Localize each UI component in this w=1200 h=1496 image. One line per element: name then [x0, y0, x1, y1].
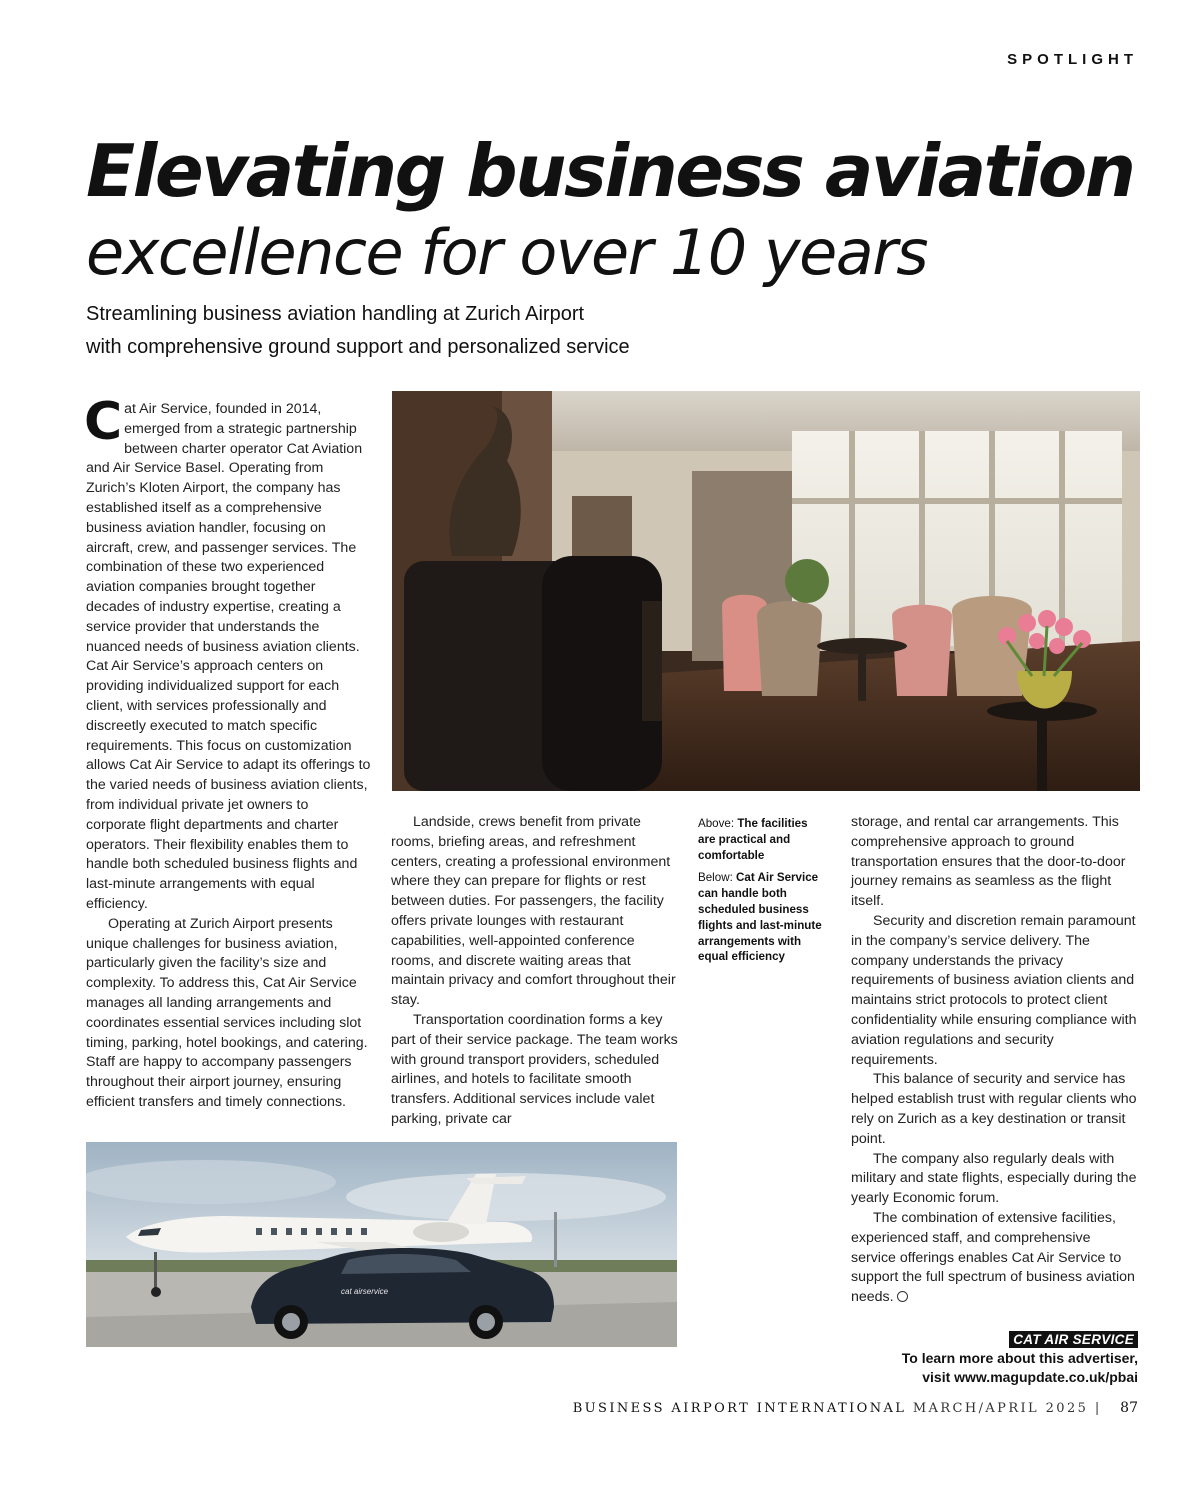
body-text: at Air Service, founded in 2014, emerged from a strategic partnership between charter operator Cat Aviation and Air Service Basel. Operating from Zurich’s Kloten Airport, the company has established itself as a comprehensive business aviation handler, focusing on aircraft, crew, and passenger services. The combination of these two experienced aviation companies brought together decades of industry expertise, creating a service provider that understands the nuanced needs of business aviation clients. Cat Air Service’s approach centers on providing individualized support for each client, with services professionally and discreetly executed to match specific requirements. This focus on customization allows Cat Air Service to adapt its offerings to the varied needs of business aviation clients, from individual private jet owners to corporate flight departments and charter operators. Their flexibility enables them to handle both scheduled business flights and last-minute arrangements with equal efficiency.: [86, 401, 371, 912]
lounge-photo: [392, 391, 1140, 791]
body-text: The combination of extensive facilities, experienced staff, and comprehensive service offerings enables Cat Air Service to support the full spectrum of business aviation needs.: [851, 1209, 1135, 1306]
footer-publication: BUSINESS AIRPORT INTERNATIONAL: [572, 1401, 907, 1416]
body-column-1: [84, 392, 372, 1113]
caption-above-label: Above:: [698, 817, 735, 830]
caption-below-text: Cat Air Service can handle both scheduled business flights and last-minute arrangements with equal efficiency: [698, 871, 822, 964]
advertiser-tag: CAT AIR SERVICE: [1009, 1331, 1138, 1348]
standfirst-line-1: Streamlining business aviation handling at Zurich Airport: [86, 303, 585, 325]
page-number: 87: [1120, 1400, 1138, 1416]
caption-above-text: The facilities are practical and comfortable: [698, 817, 808, 862]
body-paragraph: Security and discretion remain paramount in the company’s service delivery. The company understands the privacy requirements of business aviation clients and maintains strict protocols to protect client confidentiality while ensuring compliance with aviation regulations and security requirements.: [851, 912, 1137, 1068]
body-paragraph: Operating at Zurich Airport presents unique challenges for business aviation, particularly given the facility’s size and complexity. To address this, Cat Air Service manages all landing arrangements and coordinates essential services including slot timing, parking, hotel bookings, and catering. Staff are happy to accompany passengers throughout their airport journey, ensuring efficient transfers and timely connections.: [86, 915, 368, 1110]
headline: Elevating business aviation: [86, 129, 1134, 213]
jet-and-car-illustration: [86, 1142, 677, 1347]
body-paragraph: [84, 392, 372, 915]
photo-captions: [698, 816, 826, 972]
body-paragraph: storage, and rental car arrangements. This comprehensive approach to ground transportation ensures that the door-to-door journey remains as seamless as the flight itself.: [851, 814, 1126, 910]
car-livery-text: cat airservice: [341, 1287, 389, 1296]
footer-issue: MARCH/APRIL 2025 |: [912, 1401, 1102, 1416]
advertiser-block: [818, 1331, 1138, 1387]
drop-cap: C: [84, 392, 123, 452]
headline-subline: excellence for over 10 years: [86, 216, 928, 289]
lounge-photo-illustration: [392, 391, 1140, 791]
standfirst: [86, 298, 806, 364]
page-footer: [573, 1400, 1138, 1416]
caption-below-label: Below:: [698, 871, 733, 885]
advertiser-link[interactable]: visit www.magupdate.co.uk/pbai: [922, 1369, 1138, 1385]
body-paragraph: Transportation coordination forms a key part of their service package. The team works with ground transport providers, scheduled airlines, and hotels to facilitate smooth transfers. Additional services include valet parking, private car: [391, 1011, 678, 1127]
standfirst-line-2: with comprehensive ground support and personalized service: [86, 336, 630, 358]
body-paragraph: This balance of security and service has helped establish trust with regular clients who rely on Zurich as a key destination or transit point.: [851, 1071, 1137, 1147]
caption-below: [698, 870, 826, 965]
end-mark-icon: [897, 1291, 908, 1302]
body-column-2: [391, 813, 679, 1130]
body-column-4: [851, 813, 1138, 1308]
advertiser-line-1: To learn more about this advertiser,: [901, 1350, 1138, 1366]
body-paragraph: [851, 1209, 1138, 1308]
body-paragraph: The company also regularly deals with military and state flights, especially during the yearly Economic forum.: [851, 1150, 1137, 1207]
jet-and-car-photo: [86, 1142, 677, 1347]
caption-above: [698, 816, 826, 863]
body-paragraph: Landside, crews benefit from private rooms, briefing areas, and refreshment centers, creating a professional environment where they can prepare for flights or rest between duties. For passengers, the facility offers private lounges with restaurant capabilities, well-appointed conference rooms, and discrete waiting areas that maintain privacy and comfort throughout their stay.: [391, 814, 676, 1009]
section-label: SPOTLIGHT: [1007, 51, 1138, 68]
